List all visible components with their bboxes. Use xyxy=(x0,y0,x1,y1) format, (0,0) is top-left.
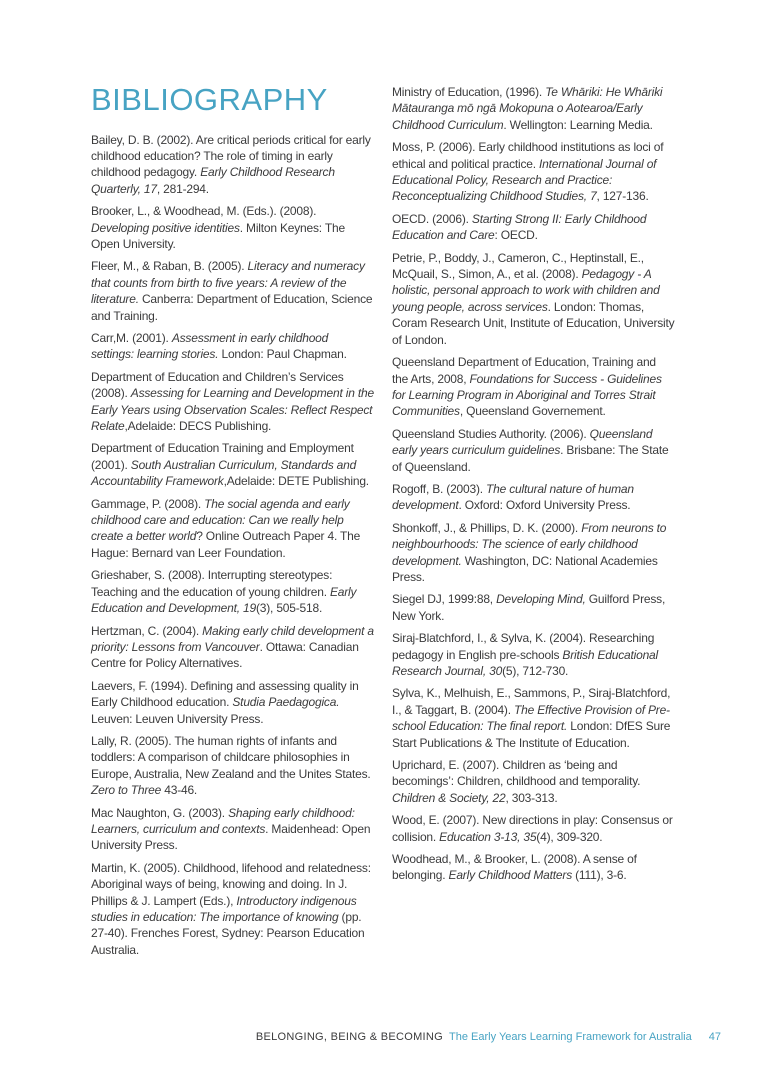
entry-text-italic: The cultural nature of human development xyxy=(392,481,634,513)
bibliography-entry xyxy=(91,132,374,198)
bibliography-entry xyxy=(392,757,675,806)
entry-text-italic: Developing Mind, xyxy=(496,592,586,607)
entry-text-italic: Early Education and Development, 19 xyxy=(91,584,357,616)
bibliography-entry xyxy=(392,250,675,348)
entry-text: Wood, E. (2007). New directions in play: Consensus or collision. xyxy=(392,813,673,844)
entry-text: Hertzman, C. (2004). xyxy=(91,623,203,638)
entry-text: Shonkoff, J., & Phillips, D. K. (2000). xyxy=(392,520,582,535)
entry-text-italic: British Educational Research Journal, 30 xyxy=(392,647,658,678)
entry-text-italic: The social agenda and early childhood care and education: Can we really help create a better world xyxy=(91,496,350,544)
entry-text-italic: Introductory indigenous studies in education: The importance of knowing xyxy=(91,893,357,925)
footer-book-title: BELONGING, BEING & BECOMING xyxy=(255,1031,444,1043)
entry-text: (111), 3-6. xyxy=(572,868,627,883)
bibliography-entry xyxy=(392,426,675,475)
entry-text: Queensland Studies Authority. (2006). xyxy=(392,426,590,441)
bibliography-entry xyxy=(392,481,675,514)
entry-text: Uprichard, E. (2007). Children as ‘being and becomings’: Children, childhood and temporality. xyxy=(392,758,641,789)
bibliography-column-right xyxy=(392,84,675,964)
entry-text: Brooker, L., & Woodhead, M. (Eds.). (2008). xyxy=(91,204,317,219)
left-entries xyxy=(91,132,374,959)
entry-text: , 303-313. xyxy=(505,790,558,805)
page-title: BIBLIOGRAPHY xyxy=(91,82,328,117)
entry-text-italic: Assessing for Learning and Development in the Early Years using Observation Scales: Reflect Respect Relate xyxy=(91,386,374,434)
entry-text: London: DfES Sure Start Publications & The Institute of Education. xyxy=(392,719,671,750)
entry-text: Department of Education Training and Employment (2001). xyxy=(91,441,354,472)
bibliography-entry xyxy=(392,851,675,884)
entry-text: Fleer, M., & Raban, B. (2005). xyxy=(91,259,248,274)
entry-text: Carr,M. (2001). xyxy=(91,331,172,346)
entry-text: Washington, DC: National Academies Press. xyxy=(392,553,658,584)
entry-text-italic: Early Childhood Matters xyxy=(448,868,572,883)
entry-text: ,Adelaide: DECS Publishing. xyxy=(124,419,272,434)
entry-text-italic: Assessment in early childhood settings: learning stories. xyxy=(91,331,329,362)
bibliography-entry xyxy=(392,211,675,244)
bibliography-entry xyxy=(91,440,374,489)
entry-text-italic: South Australian Curriculum, Standards and Accountability Framework xyxy=(91,457,357,489)
entry-text: Siraj-Blatchford, I., & Sylva, K. (2004). Researching pedagogy in English pre-schools xyxy=(392,631,655,662)
entry-text: Mac Naughton, G. (2003). xyxy=(91,805,229,820)
entry-text: . Maidenhead: Open University Press. xyxy=(91,821,371,853)
bibliography-entry xyxy=(91,678,374,727)
entry-text: Leuven: Leuven University Press. xyxy=(91,711,264,726)
entry-text: . Milton Keynes: The Open University. xyxy=(91,220,345,251)
entry-text: 43-46. xyxy=(161,783,198,798)
entry-text-italic: Starting Strong II: Early Childhood Education and Care xyxy=(392,211,647,243)
entry-text: ,Adelaide: DETE Publishing. xyxy=(223,474,369,489)
entry-text: Woodhead, M., & Brooker, L. (2008). A sense of belonging. xyxy=(392,852,637,883)
bibliography-entry xyxy=(392,139,675,205)
entry-text: (pp. 27-40). Frenches Forest, Sydney: Pearson Education Australia. xyxy=(91,910,365,957)
entry-text-italic: The Effective Provision of Pre-school Education: The final report. xyxy=(392,702,670,734)
bibliography-entry xyxy=(392,630,675,679)
entry-text: . Brisbane: The State of Queensland. xyxy=(392,443,669,474)
entry-text-italic: Zero to Three xyxy=(91,783,162,798)
entry-text: (5), 712-730. xyxy=(502,664,569,678)
bibliography-entry xyxy=(91,330,374,363)
entry-text: OECD. (2006). xyxy=(392,211,472,226)
entry-text: Martin, K. (2005). Childhood, lifehood and relatedness: Aboriginal ways of being, knowing and doing. In J. Phillips & J. Lampert (Eds.), xyxy=(91,860,371,908)
bibliography-entry xyxy=(91,369,374,435)
footer-page-number: 47 xyxy=(708,1031,721,1043)
entry-text: Petrie, P., Boddy, J., Cameron, C., Heptinstall, E., McQuail, S., Simon, A., et al. (2008). xyxy=(392,250,644,282)
entry-text: Ministry of Education, (1996). xyxy=(392,85,546,99)
entry-text-italic: International Journal of Educational Policy, Research and Practice: Reconceptualizing Childhood Studies, 7 xyxy=(392,156,657,204)
bibliography-entry xyxy=(91,733,374,799)
bibliography-entry xyxy=(91,567,374,616)
entry-text: . Oxford: Oxford University Press. xyxy=(458,498,631,513)
bibliography-entry xyxy=(91,805,374,854)
entry-text-italic: Te Whāriki: He Whāriki Mātauranga mō ngā Mokopuna o Aotearoa/Early Childhood Curriculum xyxy=(392,85,663,132)
entry-text: . Ottawa: Canadian Centre for Policy Alternatives. xyxy=(91,639,359,671)
entry-text-italic: Literacy and numeracy that counts from birth to five years: A review of the literature. xyxy=(91,259,365,307)
entry-text-italic: Studia Paedagogica. xyxy=(232,695,340,710)
entry-text: London: Paul Chapman. xyxy=(218,347,347,362)
entry-text: Lally, R. (2005). The human rights of infants and toddlers: A comparison of childcare philosophies in Europe, Australia, New Zealand and the Unites States. xyxy=(91,733,371,781)
bibliography-entry xyxy=(392,591,675,624)
entry-text: , 281-294. xyxy=(156,181,209,196)
entry-text: , Queensland Governement. xyxy=(459,404,606,419)
bibliography-entry xyxy=(91,496,374,562)
entry-text: . Wellington: Learning Media. xyxy=(503,117,653,132)
entry-text: Laevers, F. (1994). Defining and assessing quality in Early Childhood education. xyxy=(91,678,359,710)
entry-text: (4), 309-320. xyxy=(536,829,603,844)
bibliography-entry xyxy=(91,203,374,252)
page-footer xyxy=(0,1031,721,1043)
entry-text-italic: Children & Society, 22 xyxy=(392,790,506,805)
entry-text-italic: Developing positive identities xyxy=(91,220,240,235)
entry-text-italic: Early Childhood Research Quarterly, 17 xyxy=(91,165,335,196)
bibliography-entry xyxy=(392,812,675,845)
bibliography-entry xyxy=(91,623,374,672)
entry-text: Moss, P. (2006). Early childhood institutions as loci of ethical and political practice. xyxy=(392,140,664,171)
entry-text-italic: Foundations for Success - Guidelines for Learning Program in Aboriginal and Torres Strait Communities xyxy=(392,371,662,419)
entry-text-italic: Queensland early years curriculum guidelines xyxy=(392,426,653,458)
entry-text: Siegel DJ, 1999:88, xyxy=(392,592,497,607)
entry-text-italic: From neurons to neighbourhoods: The science of early childhood development. xyxy=(392,520,667,568)
bibliography-entry xyxy=(91,860,374,958)
entry-text: . London: Thomas, Coram Research Unit, Institute of Education, University of London. xyxy=(392,299,675,347)
entry-text-italic: Making early child development a priority: Lessons from Vancouver xyxy=(91,623,374,654)
entry-text: Department of Education and Children’s Services (2008). xyxy=(91,369,344,401)
bibliography-entry xyxy=(392,354,675,420)
entry-text-italic: Shaping early childhood: Learners, curriculum and contexts xyxy=(91,805,355,836)
entry-text: Grieshaber, S. (2008). Interrupting stereotypes: Teaching and the education of young children. xyxy=(91,568,333,599)
entry-text: Queensland Department of Education, Training and the Arts, 2008, xyxy=(392,355,656,386)
bibliography-entry xyxy=(392,685,675,751)
entry-text-italic: Education 3-13, 35 xyxy=(439,829,537,844)
right-entries xyxy=(392,84,675,884)
entry-text: ? Online Outreach Paper 4. The Hague: Bernard van Leer Foundation. xyxy=(91,529,361,560)
bibliography-entry xyxy=(392,520,675,586)
entry-text: Guilford Press, New York. xyxy=(392,592,666,623)
entry-text: Rogoff, B. (2003). xyxy=(392,481,487,496)
entry-text: Canberra: Department of Education, Science and Training. xyxy=(91,292,373,323)
bibliography-content xyxy=(91,84,675,964)
entry-text-italic: Pedagogy - A holistic, personal approach to work with children and young people, across services xyxy=(392,267,660,314)
entry-text: Sylva, K., Melhuish, E., Sammons, P., Siraj-Blatchford, I., & Taggart, B. (2004). xyxy=(392,686,671,717)
footer-subtitle: The Early Years Learning Framework for Australia xyxy=(449,1031,692,1043)
entry-text: , 127-136. xyxy=(596,189,649,204)
bibliography-entry xyxy=(392,84,675,133)
entry-text: Gammage, P. (2008). xyxy=(91,496,205,511)
bibliography-column-left xyxy=(91,84,374,964)
entry-text: : OECD. xyxy=(494,228,538,243)
entry-text: Bailey, D. B. (2002). Are critical periods critical for early childhood education? The role of timing in early childhood pedagogy. xyxy=(91,132,371,180)
bibliography-entry xyxy=(91,258,374,324)
entry-text: (3), 505-518. xyxy=(255,601,323,616)
